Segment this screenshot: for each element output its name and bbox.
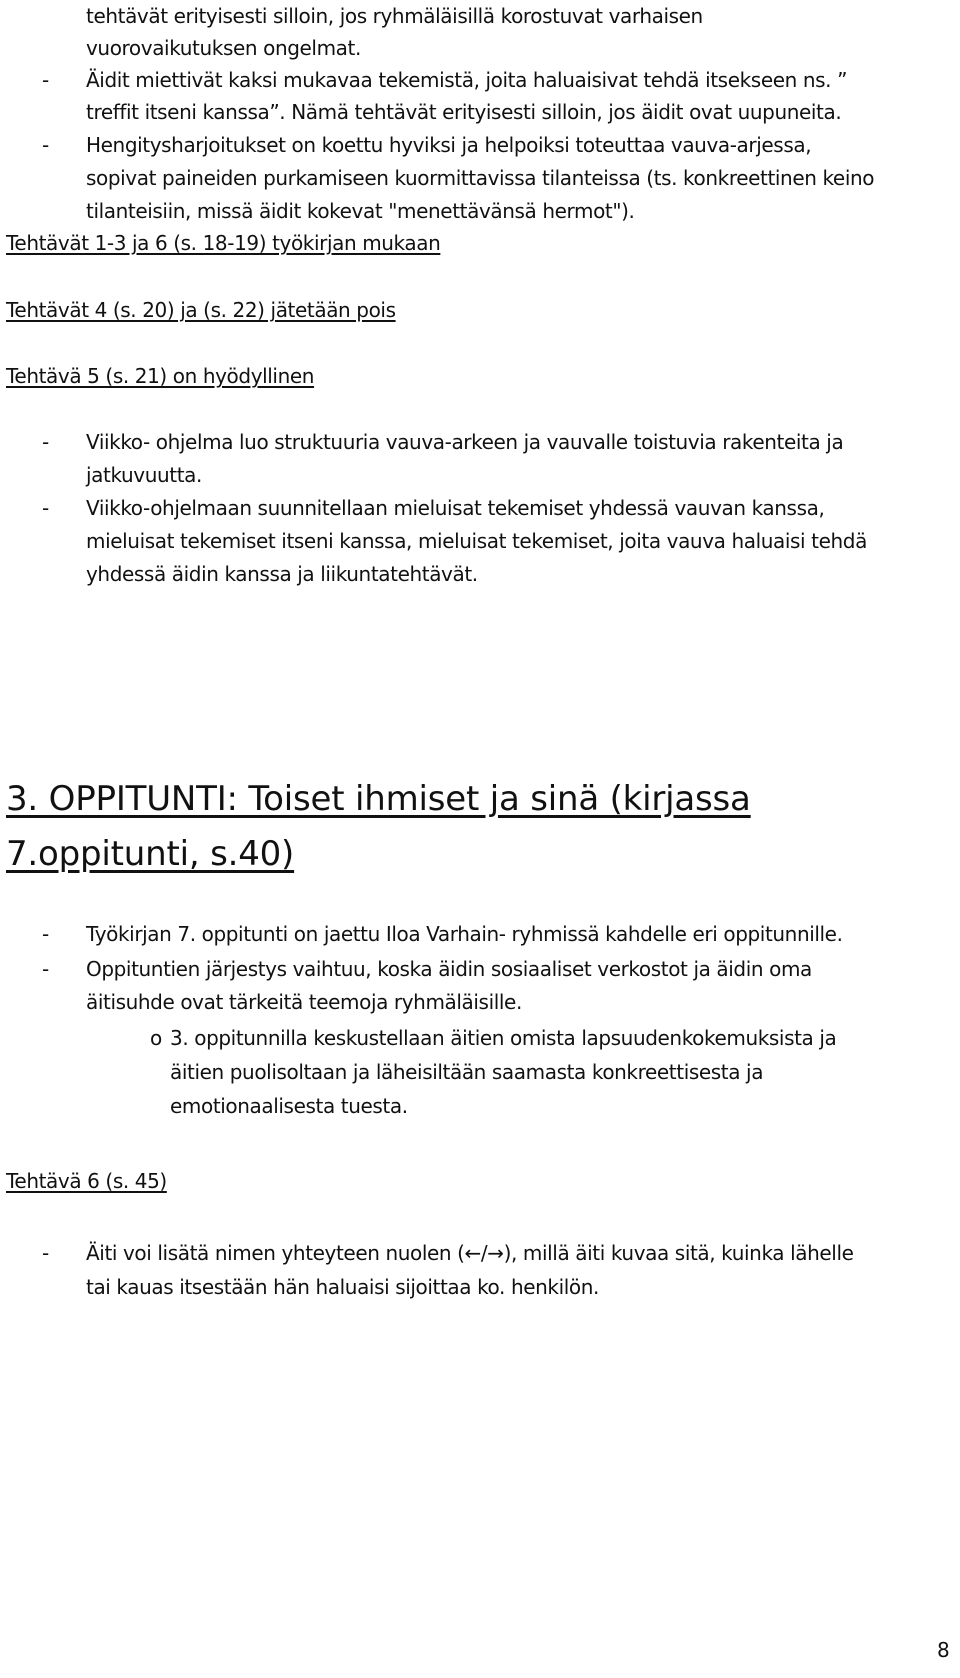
bullet-text-line: sopivat paineiden purkamiseen kuormittavissa tilanteissa (ts. konkreettinen keino (86, 166, 875, 190)
bullet-dash: - (42, 957, 50, 981)
sub-bullet-text-line: 3. oppitunnilla keskustellaan äitien omista lapsuudenkokemuksista ja (170, 1026, 837, 1050)
intro-text-line: tehtävät erityisesti silloin, jos ryhmäläisillä korostuvat varhaisen (86, 4, 703, 28)
bullet-text-line: yhdessä äidin kanssa ja liikuntatehtävät. (86, 562, 478, 586)
bullet-dash: - (42, 133, 50, 157)
sub-bullet-marker: o (150, 1026, 163, 1050)
bullet-text-line: Äiti voi lisätä nimen yhteyteen nuolen (←/→), millä äiti kuvaa sitä, kuinka lähelle (86, 1241, 854, 1265)
bullet-text-line: Oppituntien järjestys vaihtuu, koska äidin sosiaaliset verkostot ja äidin oma (86, 957, 812, 981)
bullet-text-line: Viikko-ohjelmaan suunnitellaan mieluisat tekemiset yhdessä vauvan kanssa, (86, 496, 825, 520)
bullet-text-line: tai kauas itsestään hän haluaisi sijoittaa ko. henkilön. (86, 1275, 599, 1299)
bullet-text-line: mieluisat tekemiset itseni kanssa, mieluisat tekemiset, joita vauva haluaisi tehdä (86, 529, 867, 553)
bullet-text-line: Työkirjan 7. oppitunti on jaettu Iloa Varhain- ryhmissä kahdelle eri oppitunnille. (86, 922, 843, 946)
bullet-dash: - (42, 1241, 50, 1265)
bullet-text-line: Viikko- ohjelma luo struktuuria vauva-arkeen ja vauvalle toistuvia rakenteita ja (86, 430, 844, 454)
bullet-dash: - (42, 496, 50, 520)
section-heading: Tehtävä 6 (s. 45) (6, 1169, 167, 1193)
section-heading: Tehtävät 1-3 ja 6 (s. 18-19) työkirjan mukaan (6, 231, 441, 255)
bullet-dash: - (42, 430, 50, 454)
sub-bullet-text-line: äitien puolisoltaan ja läheisiltään saamasta konkreettisesta ja (170, 1060, 764, 1084)
bullet-dash: - (42, 922, 50, 946)
intro-text-line: vuorovaikutuksen ongelmat. (86, 36, 361, 60)
section-heading: Tehtävä 5 (s. 21) on hyödyllinen (6, 364, 315, 388)
bullet-text-line: tilanteisiin, missä äidit kokevat "menettävänsä hermot"). (86, 199, 635, 223)
lesson-title: 3. OPPITUNTI: Toiset ihmiset ja sinä (kirjassa (6, 779, 751, 819)
bullet-text-line: jatkuvuutta. (86, 463, 202, 487)
sub-bullet-text-line: emotionaalisesta tuesta. (170, 1094, 408, 1118)
bullet-text-line: Äidit miettivät kaksi mukavaa tekemistä, joita haluaisivat tehdä itsekseen ns. ” (86, 68, 848, 92)
bullet-text-line: treffit itseni kanssa”. Nämä tehtävät erityisesti silloin, jos äidit ovat uupuneita. (86, 100, 842, 124)
page-number: 8 (937, 1638, 950, 1662)
bullet-text-line: Hengitysharjoitukset on koettu hyviksi ja helpoiksi toteuttaa vauva-arjessa, (86, 133, 812, 157)
lesson-title: 7.oppitunti, s.40) (6, 834, 295, 874)
bullet-dash: - (42, 68, 50, 92)
bullet-text-line: äitisuhde ovat tärkeitä teemoja ryhmäläisille. (86, 990, 522, 1014)
section-heading: Tehtävät 4 (s. 20) ja (s. 22) jätetään pois (6, 298, 396, 322)
